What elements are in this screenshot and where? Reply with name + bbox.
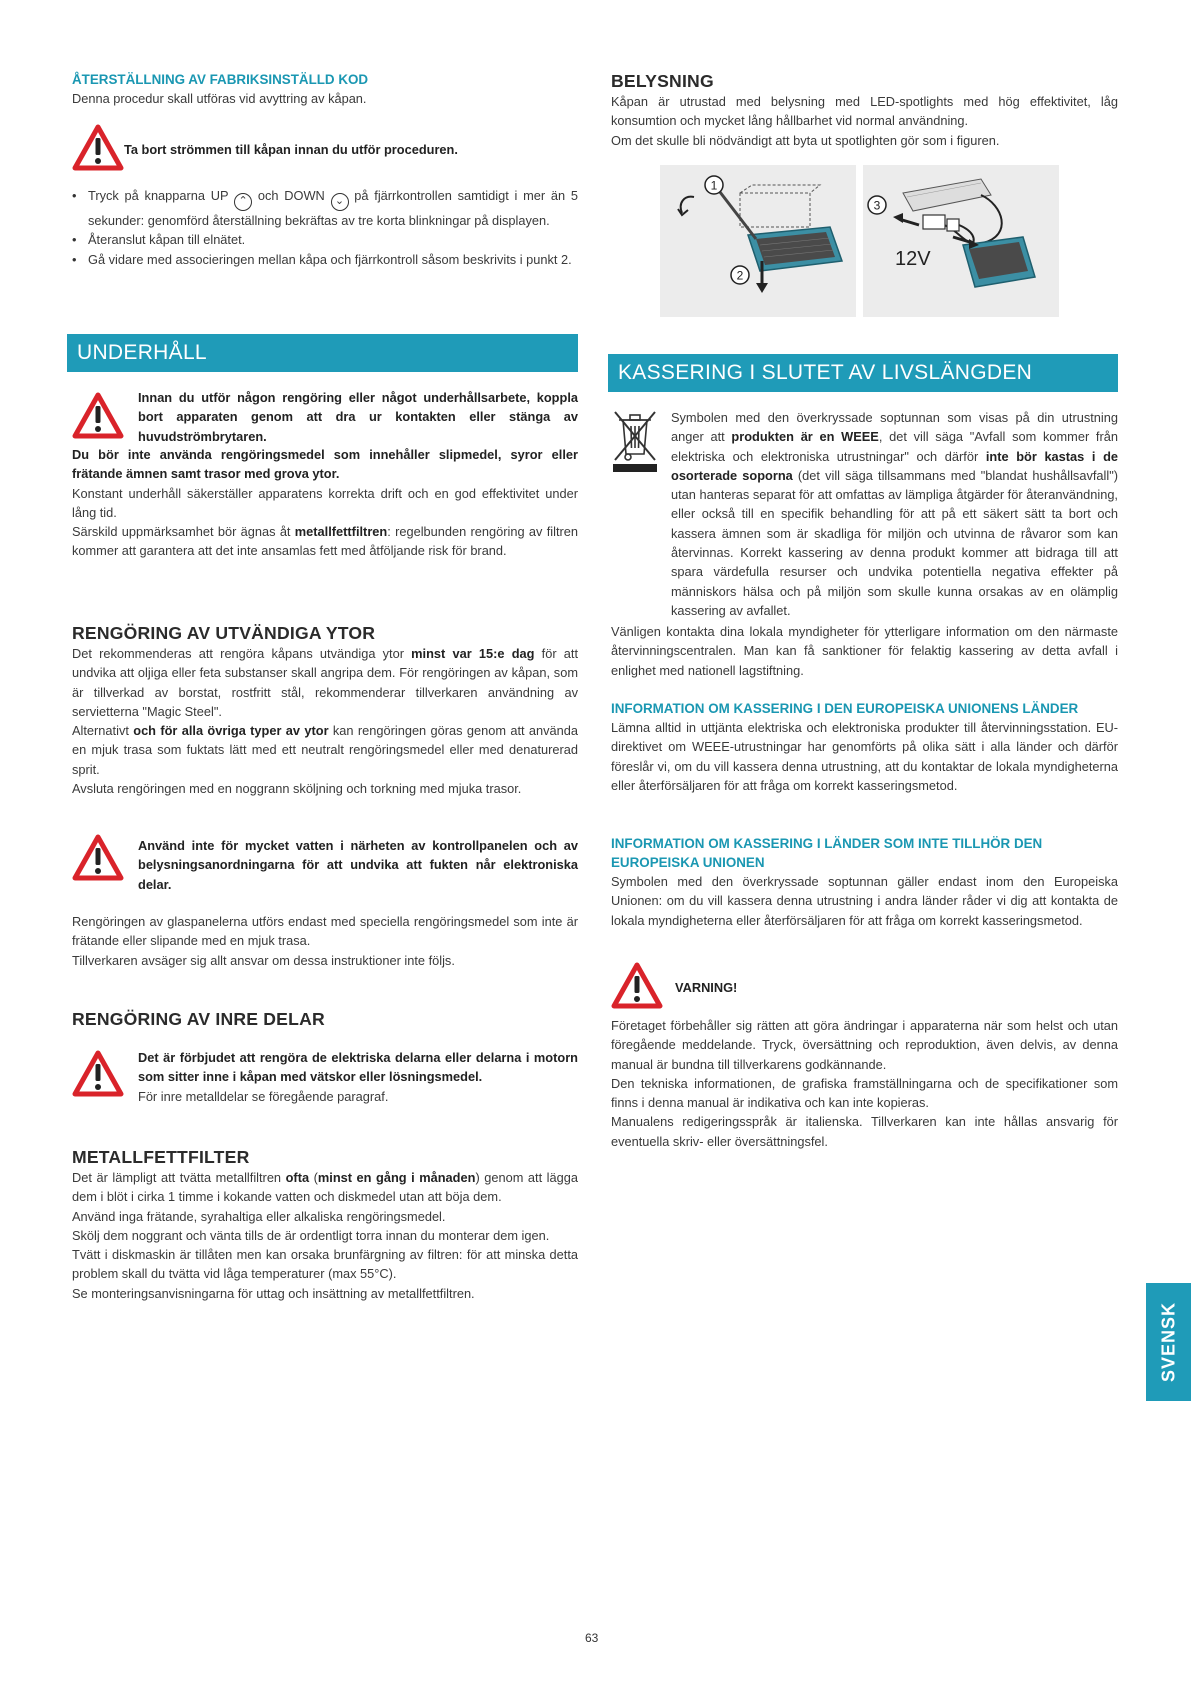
- lighting-p2: Om det skulle bli nödvändigt att byta ut spotlighten gör som i figuren.: [611, 132, 1000, 148]
- noneu-disposal-heading: INFORMATION OM KASSERING I LÄNDER SOM INTE TILLHÖR DEN EUROPEISKA UNIONEN: [611, 836, 1043, 870]
- maintenance-p2-a: Särskild uppmärksamhet bör ägnas åt: [72, 524, 295, 540]
- external-p4: Rengöringen av glaspanelerna utförs endast med speciella rengöringsmedel som inte är frätande eller slipande med en mjuk trasa.: [72, 914, 578, 949]
- warning-p3: Manualens redigeringsspråk är italienska. Tillverkaren kan inte hållas ansvarig för eventuella skriv- eller översättningsfel.: [611, 1114, 1118, 1149]
- maintenance-p2: [72, 522, 578, 561]
- external-p2-b: och för alla övriga typer av ytor: [133, 723, 329, 739]
- external-p1-b: minst var 15:e dag: [411, 646, 535, 661]
- warning-title: VARNING!: [675, 980, 738, 995]
- factory-reset-intro: Denna procedur skall utföras vid avyttring av kåpan.: [72, 91, 367, 106]
- external-warning-text: Använd inte för mycket vatten i närheten av kontrollpanelen och av belysningsanordningarna för att undvika att fukten når elektroniska delar.: [138, 838, 578, 892]
- reset-step-1-part-c: på fjärrkontrollen samtidigt i mer än 5 sekunder: genomförd återställning bekräftas av tre korta blinkningar på displayen.: [88, 188, 579, 228]
- warning-icon: [72, 124, 124, 172]
- external-p1: [72, 644, 578, 721]
- internal-cleaning-heading: RENGÖRING AV INRE DELAR: [72, 1009, 325, 1029]
- maintenance-p1: Konstant underhåll säkerställer apparatens korrekta drift och en god effektivitet under lång tid.: [72, 485, 578, 520]
- warning-p2: Den tekniska informationen, de grafiska framställningarna och de specifikationer som finns i denna manual är indikativa och kan inte kopieras.: [611, 1075, 1118, 1111]
- noneu-disposal-section: [611, 834, 1118, 930]
- reset-steps-list: [72, 186, 578, 269]
- spotlight-removal-figure: [660, 165, 856, 317]
- page-number: 63: [585, 1631, 599, 1645]
- factory-reset-heading: ÅTERSTÄLLNING AV FABRIKSINSTÄLLD KOD: [72, 72, 369, 87]
- disposal-contact: [611, 622, 1118, 680]
- disposal-p1-a: Symbolen med den överkryssade soptunnan som visas på din utrustning anger att: [671, 410, 1118, 445]
- filter-p1-e: ) genom att lägga dem i blöt i cirka 1 timme i kokande vatten och diskmedel utan att böja dem.: [72, 1170, 578, 1205]
- step-1-label: 1: [710, 178, 718, 193]
- filter-p3: Skölj dem noggrant och vänta tills de är ordentligt torra innan du monterar dem igen.: [72, 1227, 550, 1243]
- factory-reset-section: [72, 70, 578, 108]
- external-p2-a: Alternativt: [72, 723, 134, 739]
- filter-p2: Använd inga frätande, syrahaltiga eller alkaliska rengöringsmedel.: [72, 1208, 446, 1224]
- filter-p1-c: (: [309, 1170, 318, 1185]
- lighting-heading: BELYSNING: [611, 71, 714, 91]
- disposal-p1-b: produkten är en WEEE: [731, 429, 879, 445]
- language-side-tab-label: SVENSK: [1158, 1301, 1178, 1383]
- eu-disposal-heading: INFORMATION OM KASSERING I DEN EUROPEISKA UNIONENS LÄNDER: [611, 701, 1079, 716]
- maintenance-band: UNDERHÅLL: [67, 334, 578, 372]
- external-p2: [72, 721, 578, 779]
- reset-step-3: • Gå vidare med associeringen mellan kåpa och fjärrkontroll såsom beskrivits i punkt 2.: [72, 250, 578, 269]
- maintenance-bold-line: Du bör inte använda rengöringsmedel som innehåller slipmedel, syror eller frätande ämnen samt trasor med grova ytor.: [72, 447, 578, 482]
- voltage-label: 12V: [895, 248, 931, 270]
- external-p1-c: för att undvika att oljiga eller feta substanser skall angripa dem. För rengöringen av kåpan, som är tillverkad av borstat, rostfritt stål, rekommenderar tillverkaren användning av servietterna "Magic Steel".: [72, 646, 578, 719]
- lighting-p1: Kåpan är utrustad med belysning med LED-spotlights med hög effektivitet, låg konsumtion och mycket lång hållbarhet vid normal användning.: [611, 94, 1118, 129]
- reset-step-1: [72, 186, 578, 230]
- reset-step-1-part-a: Tryck på knapparna UP: [88, 188, 229, 203]
- eu-disposal-section: [611, 699, 1118, 795]
- lighting-section: [611, 70, 1118, 150]
- external-cleaning-heading: RENGÖRING AV UTVÄNDIGA YTOR: [72, 623, 376, 643]
- metal-filter-section: [72, 1146, 578, 1303]
- external-p2-c: kan rengöringen göras genom att använda en mjuk trasa som fuktats lätt med ett neutralt rengöringsmedel eller med denaturerad sprit.: [72, 723, 579, 777]
- filter-p1: [72, 1168, 578, 1207]
- warning-body: [611, 1016, 1118, 1151]
- warning-icon: [611, 962, 663, 1010]
- disposal-p1-c: , det vill säga "Avfall som kommer från elektriska och elektroniska utrustningar" och därför: [671, 429, 1118, 464]
- maintenance-p2-c: : regelbunden rengöring av filtren kommer att garantera att det inte ansamlas fett med åtföljande risk för brand.: [72, 524, 579, 559]
- disposal-p1-d: inte bör kastas i de osorterade soporna: [671, 448, 1119, 483]
- external-p3: Avsluta rengöringen med en noggrann sköljning och torkning med mjuka trasor.: [72, 781, 522, 797]
- internal-note: För inre metalldelar se föregående paragraf.: [138, 1088, 389, 1104]
- disposal-p1-e: (det vill säga tillsammans med "blandat hushållsavfall") utan hanteras separat för att omfattas av lämpliga åtgärder för återanvändning, eller också till en specifik behandling för att på ett säkert sätt ta bort och kassera ämnen som är skadliga för miljön och utvinna de råvaror som kan återvinnas. Korrekt kassering av denna produkt kommer att bidraga till att spara värdefulla resurser och undvika potentiella negativa effekter på människors hälsa och på miljön som skulle kunna orsakas av en olämplig kassering av avfallet.: [671, 467, 1119, 618]
- down-button-icon: ⌄: [331, 193, 349, 211]
- language-side-tab: [1146, 1283, 1191, 1401]
- warning-icon: [72, 392, 124, 440]
- noneu-disposal-text: Symbolen med den överkryssade soptunnan gäller endast inom den Europeiska Unionen: om du vill kassera denna utrustning i andra länder råder vi dig att kontakta de lokala myndigheterna eller återförsäljaren för att fråga om korrekt kasseringsmetod.: [611, 874, 1118, 928]
- step-2-label: 2: [736, 268, 744, 283]
- reset-step-1-part-b: och DOWN: [257, 188, 325, 203]
- reset-step-2: • Återanslut kåpan till elnätet.: [72, 230, 578, 249]
- external-tail: [72, 912, 578, 970]
- metal-filter-heading: METALLFETTFILTER: [72, 1147, 250, 1167]
- disposal-p2: Vänligen kontakta dina lokala myndigheter för ytterligare information om den närmaste återvinningscentralen. Man kan få sanktioner för felaktig kassering av detta avfall i enlighet med nationell lagstiftning.: [611, 624, 1118, 678]
- disposal-p1-top: [671, 408, 1118, 620]
- filter-p4: Tvätt i diskmaskin är tillåten men kan orsaka brunfärgning av filtren: för att minska detta problem skall du tvätta vid låga temperaturer (max 55°C).: [72, 1247, 578, 1282]
- step-3-label: 3: [873, 198, 881, 213]
- internal-warning: [138, 1048, 578, 1106]
- maintenance-p2-b: metallfettfiltren: [294, 524, 388, 540]
- warning-icon: [72, 834, 124, 882]
- maintenance-warning-text: Innan du utför någon rengöring eller något underhållsarbete, koppla bort apparaten genom att dra ur kontakten eller stänga av huvudströmbrytaren.: [138, 390, 578, 444]
- filter-p1-d: minst en gång i månaden: [317, 1170, 476, 1185]
- crossed-out-bin-icon: [611, 408, 659, 474]
- filter-p1-b: ofta: [285, 1170, 310, 1185]
- filter-p1-a: Det är lämpligt att tvätta metallfiltren: [72, 1170, 286, 1185]
- reset-warning-text: Ta bort strömmen till kåpan innan du utför proceduren.: [124, 142, 458, 157]
- spotlight-connector-figure: [863, 165, 1059, 317]
- external-p5: Tillverkaren avsäger sig allt ansvar om dessa instruktioner inte följs.: [72, 952, 455, 968]
- warning-icon: [72, 1050, 124, 1098]
- warning-p1: Företaget förbehåller sig rätten att göra ändringar i apparaterna när som helst och utan föregående meddelande. Tryck, översättning och reproduktion, även delvis, av denna manual är bundna till tillverkarens godkännande.: [611, 1018, 1118, 1072]
- eu-disposal-text: Lämna alltid in uttjänta elektriska och elektroniska produkter till återvinningsstation. EU-direktivet om WEEE-utrustningar har genomförts på olika sätt i alla länder och därför föreslår vi, om du vill kassera denna utrustning, att du kontaktar de lokala myndigheterna eller återförsäljaren för att fråga om korrekt kasseringsmetod.: [611, 720, 1118, 793]
- external-p1-a: Det rekommenderas att rengöra kåpans utvändiga ytor: [72, 646, 412, 661]
- external-cleaning-section: [72, 622, 578, 798]
- disposal-band: KASSERING I SLUTET AV LIVSLÄNGDEN: [608, 354, 1118, 392]
- maintenance-body: [72, 445, 578, 561]
- up-button-icon: ⌃: [234, 193, 252, 211]
- internal-warning-text: Det är förbjudet att rengöra de elektriska delarna eller delarna i motorn som sitter inne i kåpan med vätskor eller lösningsmedel.: [138, 1050, 578, 1085]
- filter-p5: Se monteringsanvisningarna för uttag och insättning av metallfettfiltren.: [72, 1285, 475, 1301]
